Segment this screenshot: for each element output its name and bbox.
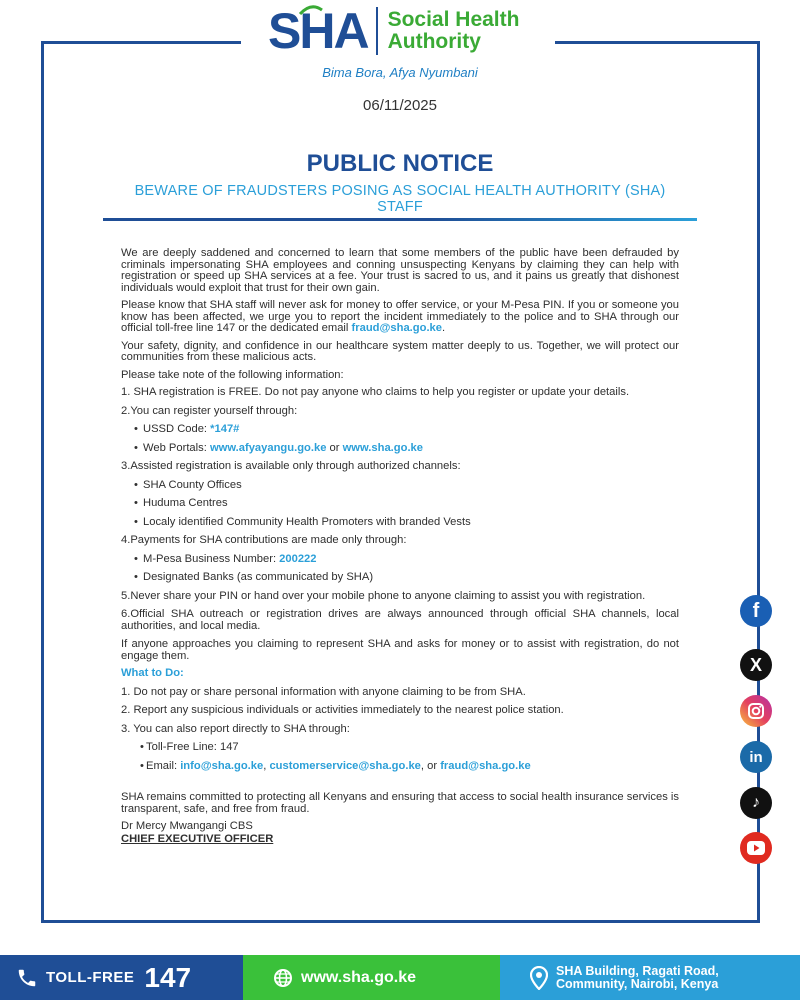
paragraph-note: Please take note of the following information: <box>121 368 344 381</box>
customerservice-email-link[interactable]: customerservice@sha.go.ke <box>269 759 421 772</box>
logo-swoosh-icon <box>298 4 324 16</box>
sub-list-item: • Localy identified Community Health Promoters with branded Vests <box>121 517 679 529</box>
header <box>0 0 800 90</box>
list-item: 5.Never share your PIN or hand over your mobile phone to anyone claiming to assist you with registration. <box>121 589 646 602</box>
list-item: 2.You can register yourself through: <box>121 404 298 417</box>
address-line2: Community, Nairobi, Kenya <box>556 976 719 991</box>
signatory-name: Dr Mercy Mwangangi CBS <box>121 820 253 832</box>
sub-list-item: • M-Pesa Business Number: 200222 <box>121 554 679 566</box>
sha-logo <box>268 3 520 59</box>
tiktok-icon[interactable]: ♪ <box>740 787 772 819</box>
paragraph-safety: Your safety, dignity, and confidence in our healthcare system matter deeply to us. Together, we will protect our communities from these malicious acts. <box>121 339 679 363</box>
tagline: Bima Bora, Afya Nyumbani <box>322 65 478 80</box>
footer <box>0 955 800 1000</box>
footer-tollfree[interactable] <box>0 955 243 1000</box>
website-link[interactable]: www.sha.go.ke <box>301 968 416 986</box>
afyayangu-link[interactable]: www.afyayangu.go.ke <box>209 441 327 454</box>
x-twitter-icon[interactable]: X <box>740 649 772 681</box>
sub-list-item: • Designated Banks (as communicated by SHA) <box>121 572 679 584</box>
tollfree-number: 147 <box>144 961 192 993</box>
list-item: 1. SHA registration is FREE. Do not pay anyone who claims to help you register or update your details. <box>121 386 630 398</box>
footer-address <box>500 955 800 1000</box>
logo-text <box>388 9 520 53</box>
frame-line <box>41 41 241 44</box>
sub-list-item: • Toll-Free Line: 147 <box>121 742 679 754</box>
ussd-code: *147# <box>210 423 240 435</box>
youtube-glyph-icon <box>747 841 765 855</box>
frame-line <box>555 41 760 44</box>
address-line1: SHA Building, Ragati Road, <box>556 963 719 978</box>
footer-website[interactable] <box>243 955 500 1000</box>
signatory-title: CHIEF EXECUTIVE OFFICER <box>121 832 274 845</box>
logo-text-line1: Social Health <box>387 8 520 31</box>
paragraph-intro: We are deeply saddened and concerned to learn that some members of the public have been defrauded by criminals impersonating SHA employees and conning unsuspecting Kenyans by claiming they can help with registration or speed up SHA services at a fee. Your trust is sacred to us, and it pains us greatly that dishonest individuals would exploit that trust for their own gain. <box>121 247 679 294</box>
address-text <box>556 965 719 991</box>
phone-icon <box>16 967 38 989</box>
tollfree-label: TOLL-FREE <box>46 969 135 986</box>
sub-list-item: • Web Portals: www.afyayangu.go.ke or www.sha.go.ke <box>121 443 679 455</box>
list-item: 3. You can also report directly to SHA through: <box>121 722 350 735</box>
sub-list-item: • Huduma Centres <box>121 498 679 510</box>
notice-subtitle: BEWARE OF FRAUDSTERS POSING AS SOCIAL HEALTH AUTHORITY (SHA) STAFF <box>134 183 666 215</box>
list-item: 6.Official SHA outreach or registration drives are always announced through official SHA channels, local authorities, and local media. <box>121 608 679 632</box>
linkedin-icon[interactable]: in <box>740 741 772 773</box>
list-item: 1. Do not pay or share personal information with anyone claiming to be from SHA. <box>121 685 526 698</box>
info-email-link[interactable]: info@sha.go.ke <box>180 759 264 772</box>
notice-date: 06/11/2025 <box>363 97 437 114</box>
notice-title: PUBLIC NOTICE <box>306 150 494 177</box>
sub-list-item: • Email: info@sha.go.ke, customerservice@sha.go.ke, or fraud@sha.go.ke <box>121 761 679 773</box>
location-pin-icon <box>530 966 548 990</box>
title-divider <box>103 218 697 221</box>
instagram-icon[interactable] <box>740 695 772 727</box>
list-item: 4.Payments for SHA contributions are made only through: <box>121 534 407 546</box>
list-item: 3.Assisted registration is available only through authorized channels: <box>121 460 461 472</box>
fraud-email-link[interactable]: fraud@sha.go.ke <box>440 759 531 772</box>
mpesa-business-number: 200222 <box>279 552 317 565</box>
sha-website-link[interactable]: www.sha.go.ke <box>342 441 423 454</box>
logo-mark: SHA <box>268 3 368 59</box>
paragraph-warning: Please know that SHA staff will never ask for money to offer service, or your M-Pesa PIN. If you or someone you know has been affected, we urge you to report the incident immediately to the police and to SHA through our official toll-free line 147 or the dedicated email fraud@sha.go.ke. <box>121 299 679 334</box>
sub-list-item: • SHA County Offices <box>121 480 679 492</box>
list-item: 2. Report any suspicious individuals or activities immediately to the nearest police station. <box>121 704 564 716</box>
facebook-icon[interactable]: f <box>740 595 772 627</box>
logo-text-line2: Authority <box>387 30 481 53</box>
globe-icon <box>273 968 293 988</box>
logo-divider <box>376 7 378 55</box>
what-to-do-heading: What to Do: <box>121 667 184 679</box>
fraud-email-link[interactable]: fraud@sha.go.ke <box>351 322 442 334</box>
youtube-icon[interactable] <box>740 832 772 864</box>
notice-body <box>121 248 679 845</box>
frame-line <box>41 920 760 923</box>
paragraph-commitment: SHA remains committed to protecting all Kenyans and ensuring that access to social health insurance services is transparent, safe, and free from fraud. <box>121 791 679 815</box>
paragraph-caution: If anyone approaches you claiming to represent SHA and asks for money or to assist with registration, do not engage them. <box>121 638 679 662</box>
instagram-glyph-icon <box>747 702 765 720</box>
sub-list-item: • USSD Code: *147# <box>121 424 679 436</box>
